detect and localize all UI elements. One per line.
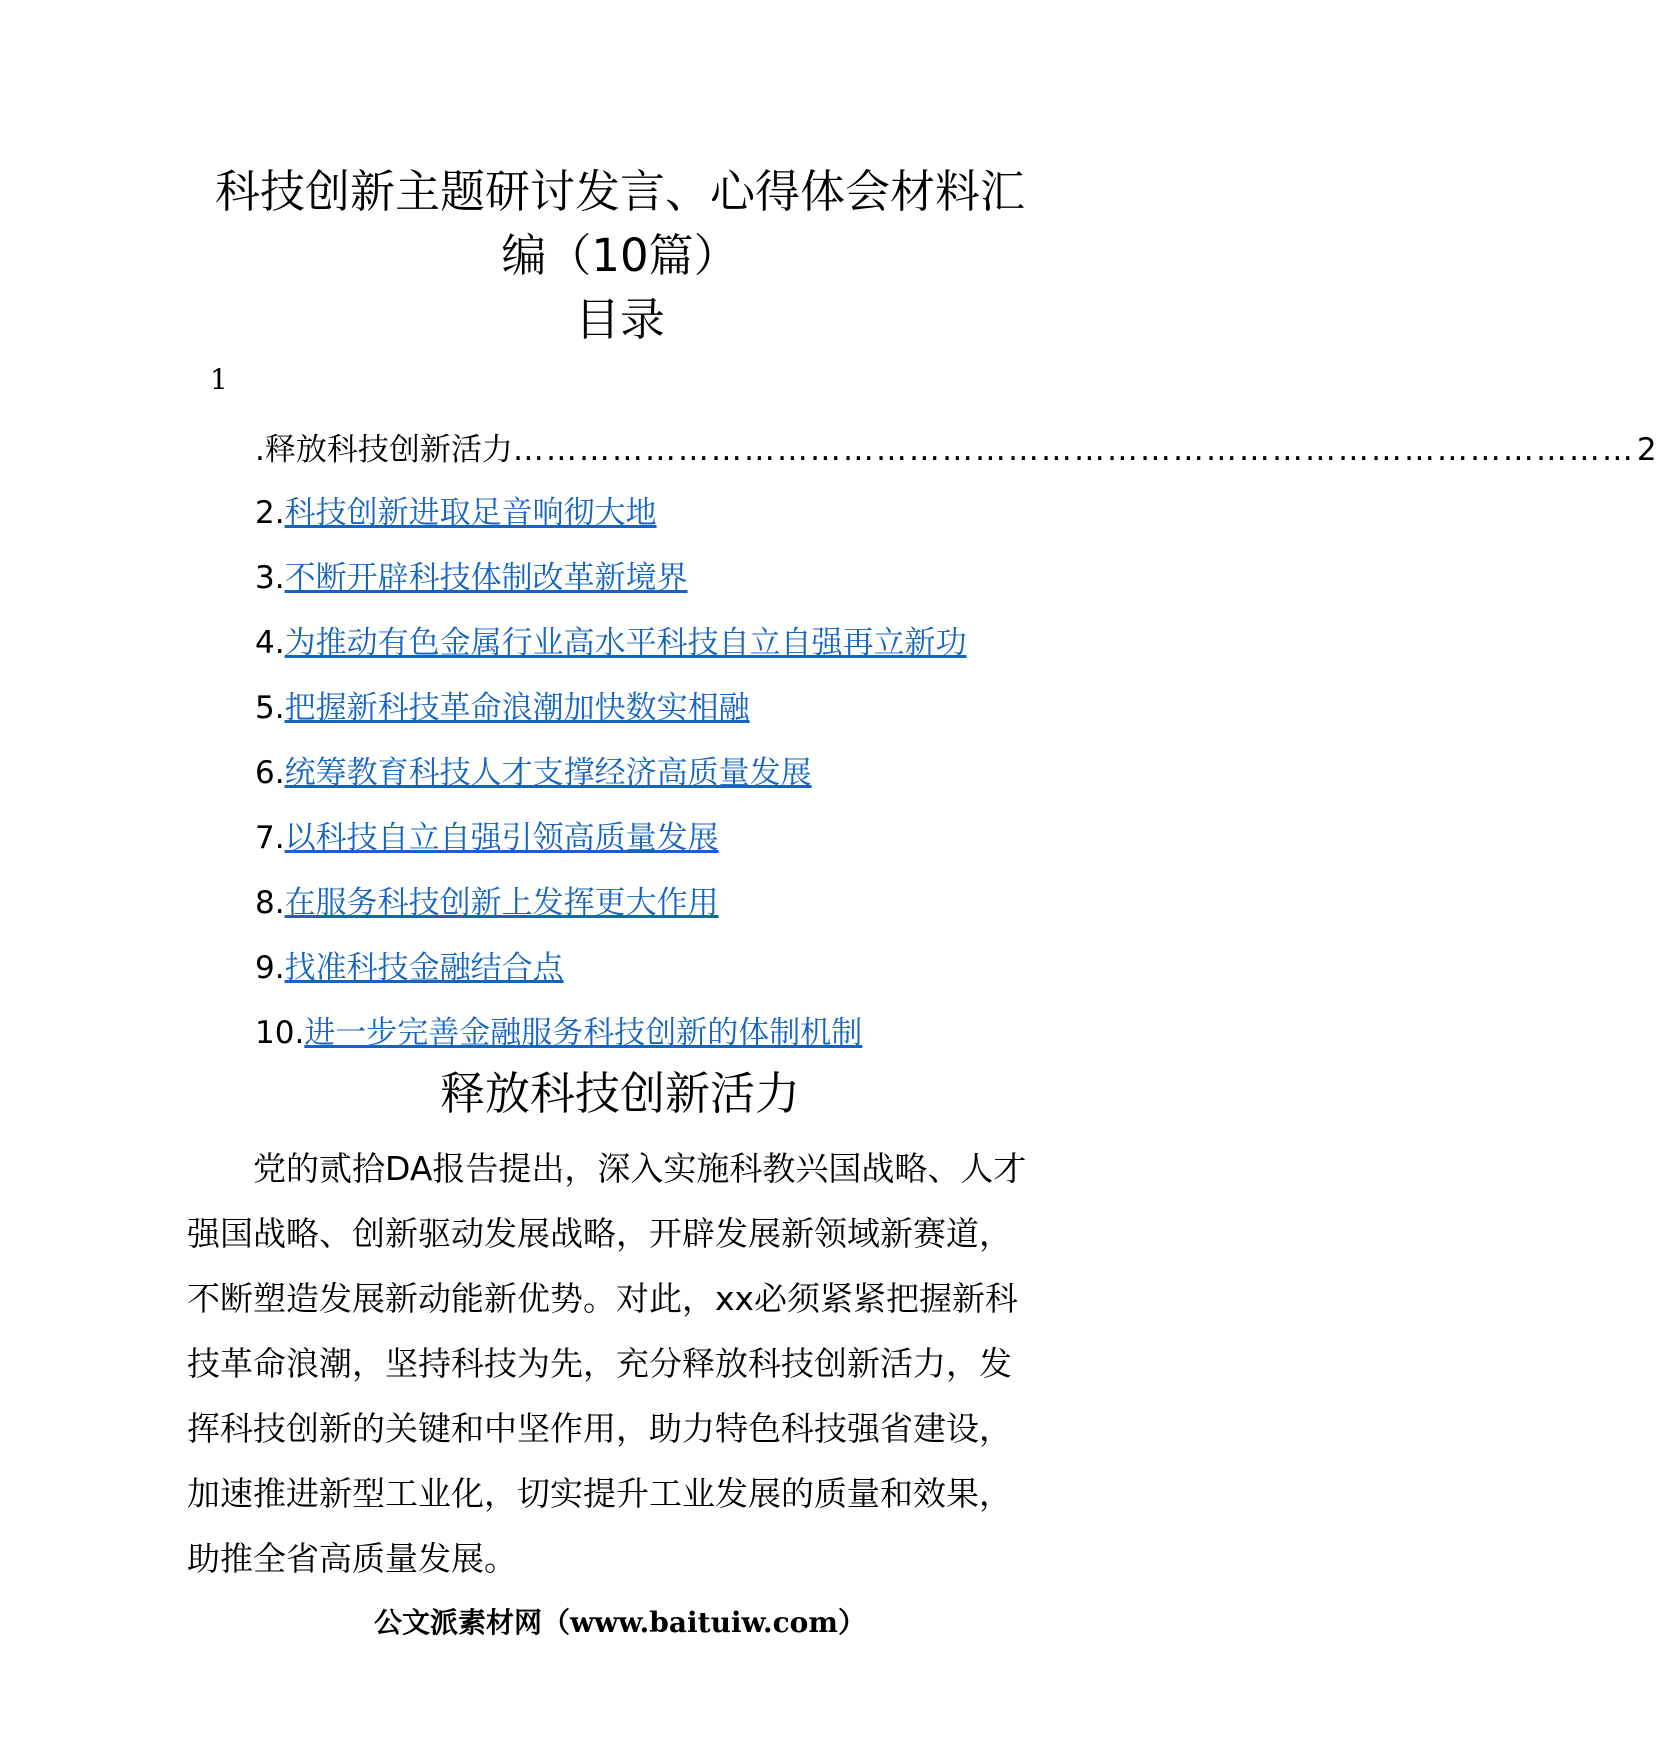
document-title-line-1: 科技创新主题研讨发言、心得体会材料汇	[214, 165, 1025, 218]
toc-entry-link[interactable]: 把握新科技革命浪潮加快数实相融	[284, 690, 750, 726]
toc-entry-number: 2.	[255, 495, 285, 531]
toc-entry-link[interactable]: 不断开辟科技体制改革新境界	[284, 560, 688, 596]
toc-entry-link[interactable]: 以科技自立自强引领高质量发展	[284, 820, 719, 856]
toc-first-number: 1	[210, 363, 228, 396]
toc-entry-number: 3.	[255, 560, 285, 596]
toc-entry-number: 8.	[255, 885, 285, 921]
toc-entry-4	[255, 621, 967, 686]
document-title-line-2: 编（10篇）	[501, 229, 739, 282]
toc-heading: 目录	[574, 293, 665, 346]
toc-entry-8	[255, 881, 967, 946]
toc-leader-dots: …………………………………………………………………………………………	[512, 432, 1635, 468]
toc-entry-1[interactable]	[255, 428, 1657, 472]
toc-entry-number: 10.	[255, 1015, 305, 1051]
toc-entry-link[interactable]: 进一步完善金融服务科技创新的体制机制	[304, 1015, 863, 1051]
paragraph-line: 挥科技创新的关键和中坚作用，助力特色科技强省建设，	[187, 1409, 1012, 1448]
paragraph-line: 强国战略、创新驱动发展战略，开辟发展新领域新赛道，	[187, 1214, 1012, 1253]
toc-entry-6	[255, 751, 967, 816]
section-paragraph	[187, 1136, 1053, 1591]
toc-entry-7	[255, 816, 967, 881]
paragraph-line: 技革命浪潮，坚持科技为先，充分释放科技创新活力，发	[187, 1344, 1012, 1383]
toc-entry-link[interactable]: 为推动有色金属行业高水平科技自立自强再立新功	[284, 625, 967, 661]
toc-page-number: 2	[1636, 432, 1657, 468]
toc-entry-number: 9.	[255, 950, 285, 986]
footer-watermark: 公文派素材网（www.baituiw.com）	[374, 1606, 866, 1639]
toc-entry-link[interactable]: 统筹教育科技人才支撑经济高质量发展	[284, 755, 812, 791]
toc-entry-link[interactable]: 在服务科技创新上发挥更大作用	[284, 885, 719, 921]
toc-entry-number: 5.	[255, 690, 285, 726]
toc-entry-5	[255, 686, 967, 751]
toc-entry-link[interactable]: 找准科技金融结合点	[284, 950, 564, 986]
toc-entry-3	[255, 556, 967, 621]
toc-entry-9	[255, 946, 967, 1011]
toc-entry-number: 7.	[255, 820, 285, 856]
paragraph-line: 助推全省高质量发展。	[187, 1539, 517, 1578]
section-heading: 释放科技创新活力	[439, 1067, 800, 1120]
paragraph-line: 加速推进新型工业化，切实提升工业发展的质量和效果，	[187, 1474, 1012, 1513]
toc-entry-number: 4.	[255, 625, 285, 661]
toc-list	[255, 491, 967, 1076]
paragraph-line: 党的贰拾DA报告提出，深入实施科教兴国战略、人才	[253, 1149, 1027, 1188]
toc-entry-1-label: .释放科技创新活力	[255, 432, 513, 468]
paragraph-line: 不断塑造发展新动能新优势。对此，xx必须紧紧把握新科	[187, 1279, 1019, 1318]
toc-entry-number: 6.	[255, 755, 285, 791]
toc-entry-2	[255, 491, 967, 556]
toc-entry-link[interactable]: 科技创新进取足音响彻大地	[284, 495, 657, 531]
